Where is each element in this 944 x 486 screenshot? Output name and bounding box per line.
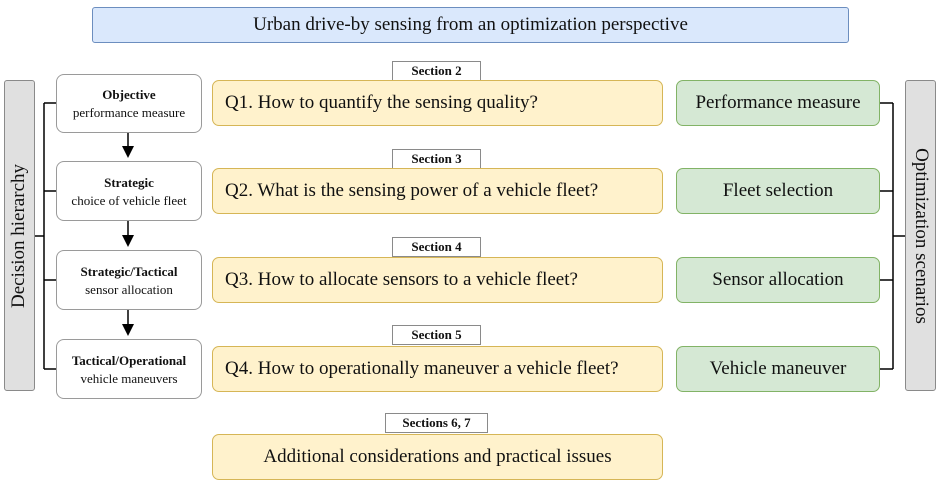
level-objective [56, 74, 202, 133]
question-box: Q3. How to allocate sensors to a vehicle fleet? [212, 257, 663, 303]
decision-hierarchy-label: Decision hierarchy [8, 163, 30, 308]
section-label: Section 5 [392, 325, 481, 345]
level-subtitle: sensor allocation [85, 281, 173, 297]
scenario-box: Fleet selection [676, 168, 880, 214]
level-tactical-operational [56, 339, 202, 399]
question-box: Q1. How to quantify the sensing quality? [212, 80, 663, 126]
level-subtitle: vehicle maneuvers [80, 370, 178, 386]
level-title: Strategic [104, 174, 154, 190]
scenario-box: Sensor allocation [676, 257, 880, 303]
level-subtitle: performance measure [72, 105, 186, 120]
level-title: Tactical/Operational [71, 352, 187, 368]
right-bracket [880, 103, 905, 369]
section-label: Section 3 [392, 149, 481, 169]
optimization-scenarios-bar [905, 80, 936, 391]
diagram-title: Urban drive-by sensing from an optimization perspective [92, 7, 849, 43]
section-label: Section 4 [392, 237, 481, 257]
optimization-scenarios-label: Optimization scenarios [910, 147, 932, 324]
additional-considerations-box: Additional considerations and practical issues [212, 434, 663, 480]
section-label: Section 2 [392, 61, 481, 81]
scenario-box: Performance measure [676, 80, 880, 126]
level-title: Strategic/Tactical [80, 263, 178, 279]
level-strategic-tactical [56, 250, 202, 310]
level-subtitle: choice of vehicle fleet [71, 192, 187, 208]
question-box: Q4. How to operationally maneuver a vehicle fleet? [212, 346, 663, 392]
scenario-box: Vehicle maneuver [676, 346, 880, 392]
level-title: Objective [102, 87, 156, 102]
level-strategic [56, 161, 202, 221]
question-box: Q2. What is the sensing power of a vehicle fleet? [212, 168, 663, 214]
decision-hierarchy-bar [4, 80, 35, 391]
left-bracket [35, 103, 56, 369]
section-label: Sections 6, 7 [385, 413, 488, 433]
